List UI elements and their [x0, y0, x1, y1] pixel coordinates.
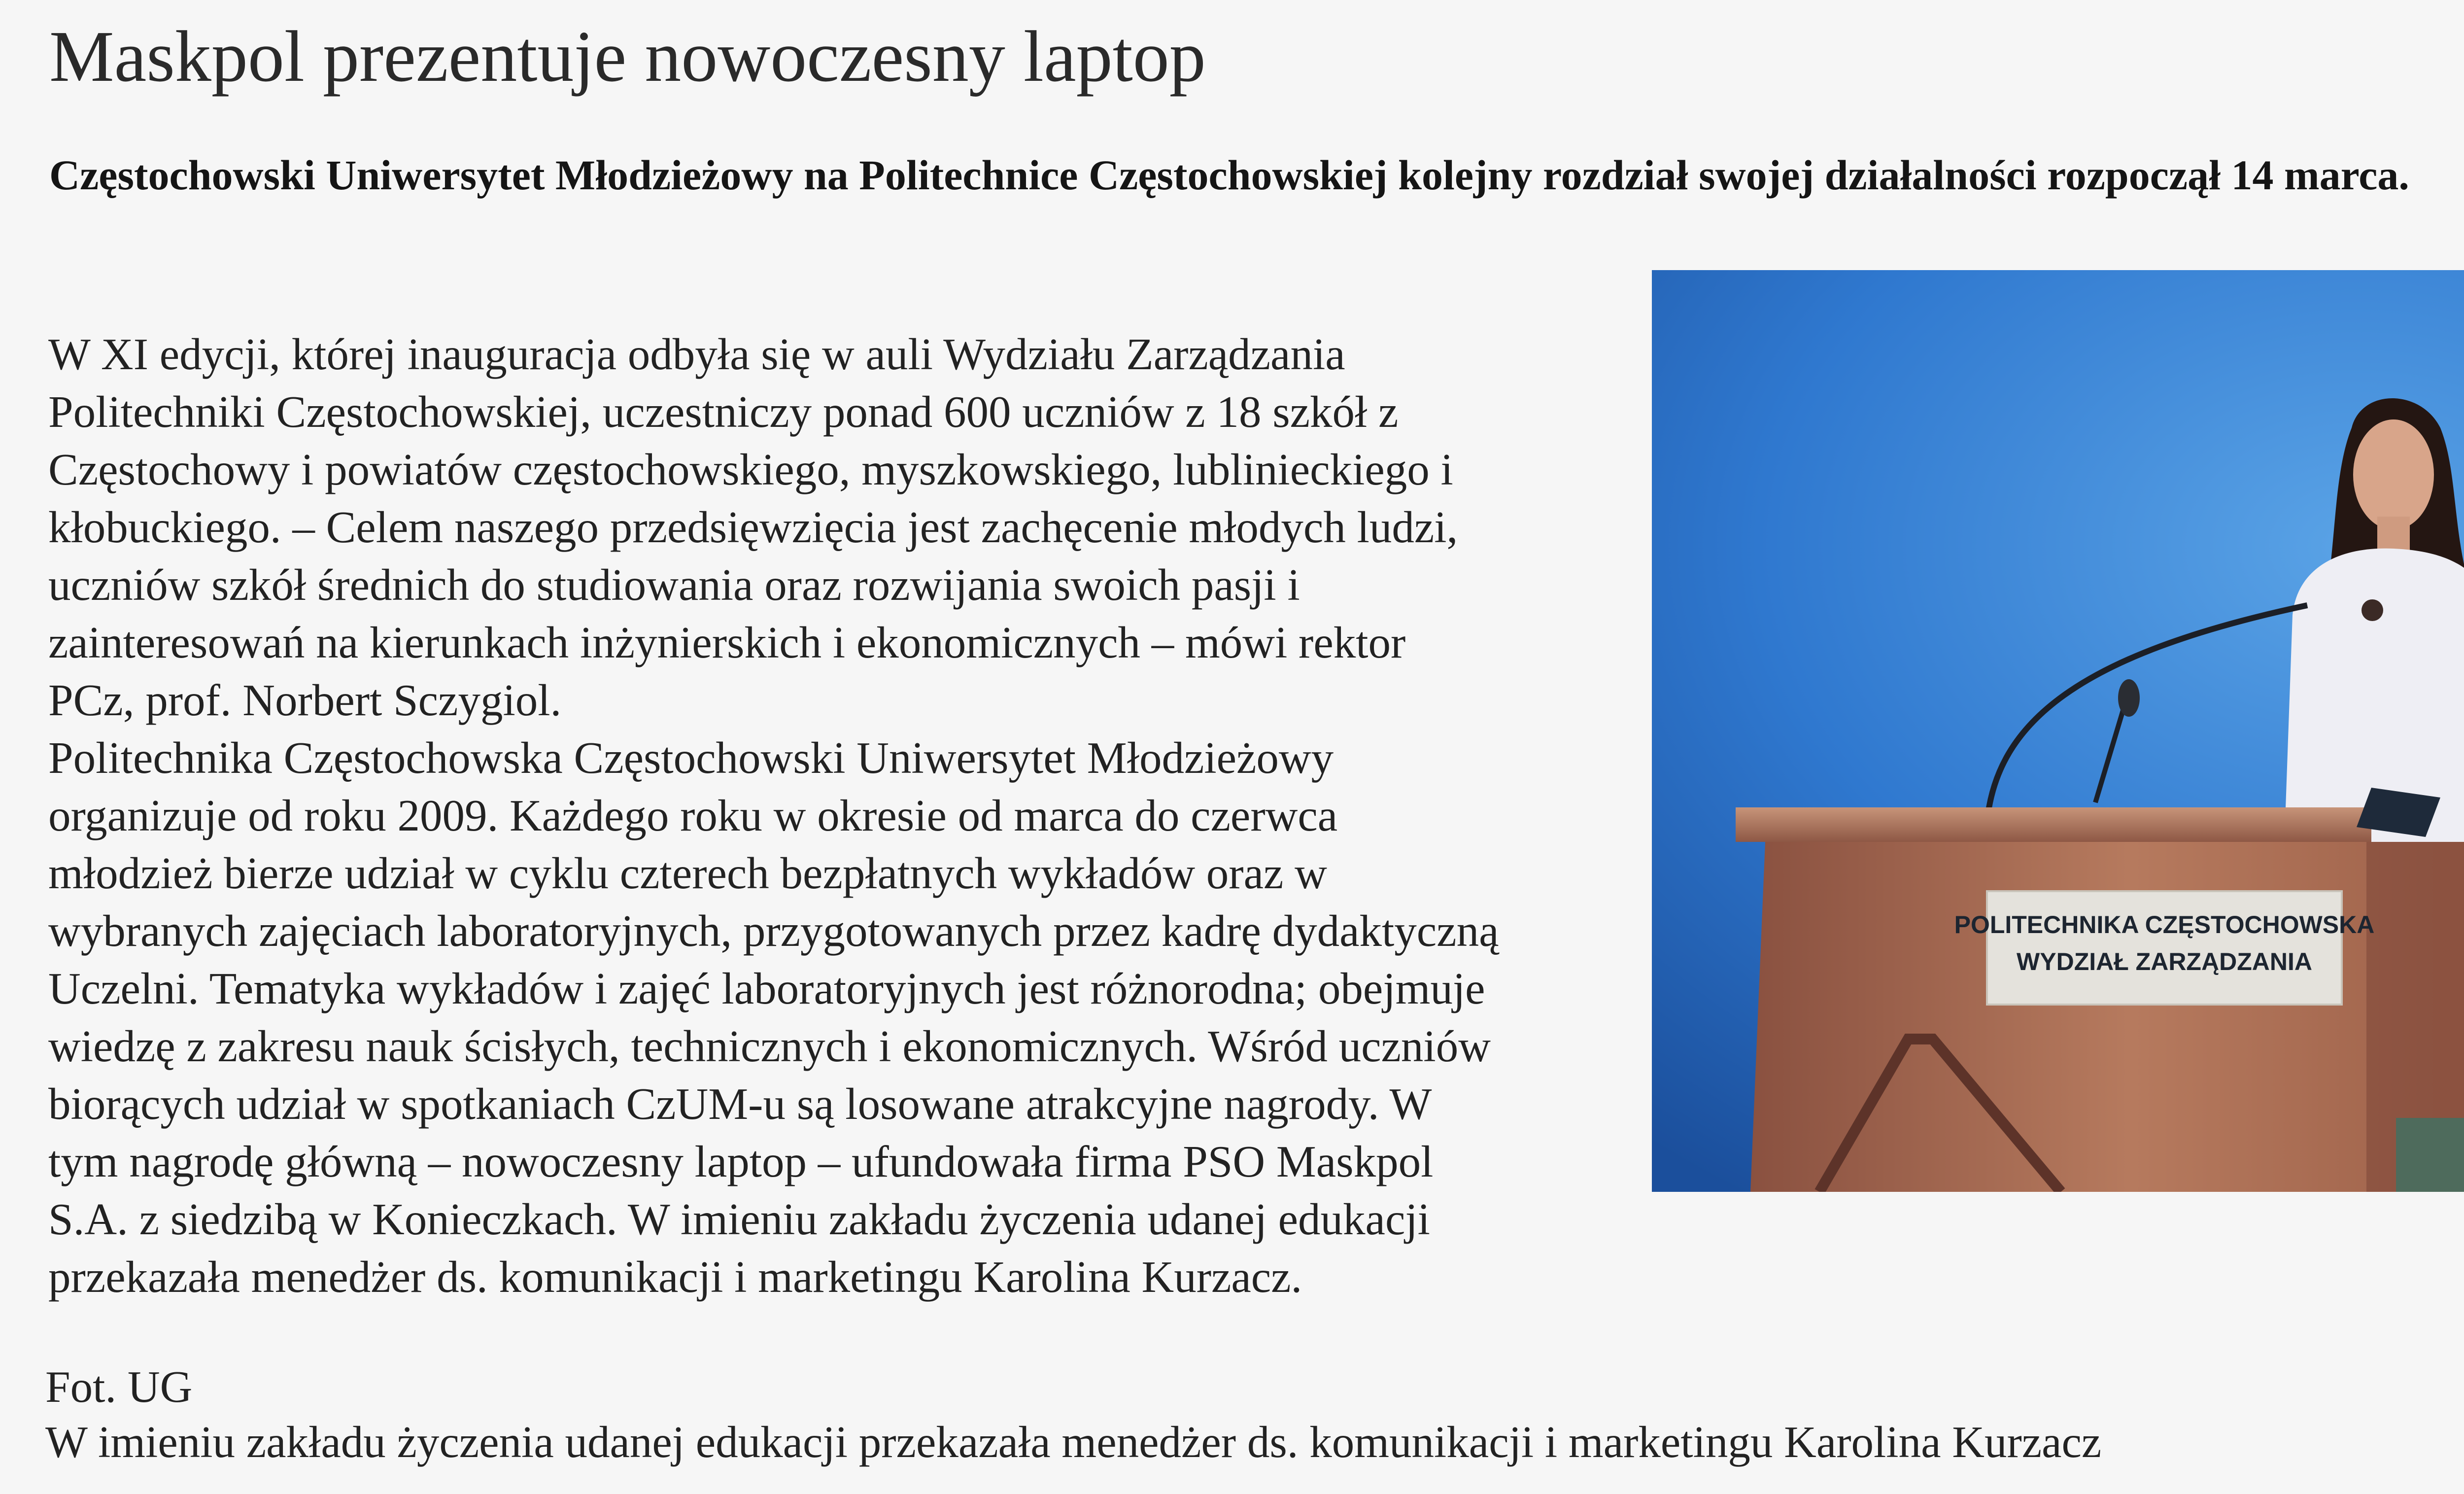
body-line: przekazała menedżer ds. komunikacji i marketingu Karolina Kurzacz.: [48, 1252, 1302, 1302]
body-line: młodzież bierze udział w cyklu czterech bezpłatnych wykładów oraz w: [48, 848, 1327, 898]
body-line: PCz, prof. Norbert Sczygiol.: [48, 675, 562, 725]
body-line: organizuje od roku 2009. Każdego roku w okresie od marca do czerwca: [48, 791, 1338, 840]
article-title: Maskpol prezentuje nowoczesny laptop: [49, 16, 1206, 97]
article-body: [48, 325, 1499, 1306]
body-line: S.A. z siedzibą w Konieczkach. W imieniu zakładu życzenia udanej edukacji: [48, 1194, 1430, 1244]
body-line: Politechniki Częstochowskiej, uczestniczy ponad 600 uczniów z 18 szkół z: [48, 387, 1399, 437]
body-line: Częstochowy i powiatów częstochowskiego, myszkowskiego, lublinieckiego i: [48, 445, 1453, 494]
body-line: tym nagrodę główną – nowoczesny laptop – ufundowała firma PSO Maskpol: [48, 1137, 1434, 1186]
body-line: W XI edycji, której inauguracja odbyła się w auli Wydziału Zarządzania: [48, 329, 1345, 379]
article-lead: Częstochowski Uniwersytet Młodzieżowy na Politechnice Częstochowskiej kolejny rozdział swojej działalności rozpoczął 14 marca.: [49, 151, 2409, 199]
body-line: Uczelni. Tematyka wykładów i zajęć laboratoryjnych jest różnorodna; obejmuje: [48, 964, 1485, 1013]
plaque-line-2: WYDZIAŁ ZARZĄDZANIA: [2017, 948, 2312, 975]
body-line: wybranych zajęciach laboratoryjnych, przygotowanych przez kadrę dydaktyczną: [48, 906, 1499, 956]
body-line: biorących udział w spotkaniach CzUM-u są losowane atrakcyjne nagrody. W: [48, 1079, 1432, 1129]
photo-credit-block: [45, 1359, 2101, 1470]
article-photo: [1652, 270, 2464, 1192]
plaque-line-1: POLITECHNIKA CZĘSTOCHOWSKA: [1954, 911, 2375, 938]
body-line: wiedzę z zakresu nauk ścisłych, technicznych i ekonomicznych. Wśród uczniów: [48, 1021, 1491, 1071]
body-line: Politechnika Częstochowska Częstochowski Uniwersytet Młodzieżowy: [48, 733, 1334, 783]
photo-credit: Fot. UG: [45, 1362, 193, 1412]
body-line: zainteresowań na kierunkach inżynierskich i ekonomicznych – mówi rektor: [48, 618, 1406, 667]
photo-caption: W imieniu zakładu życzenia udanej edukacji przekazała menedżer ds. komunikacji i marketingu Karolina Kurzacz: [45, 1417, 2102, 1467]
body-line: kłobuckiego. – Celem naszego przedsięwzięcia jest zachęcenie młodych ludzi,: [48, 502, 1458, 552]
body-line: uczniów szkół średnich do studiowania oraz rozwijania swoich pasji i: [48, 560, 1300, 610]
